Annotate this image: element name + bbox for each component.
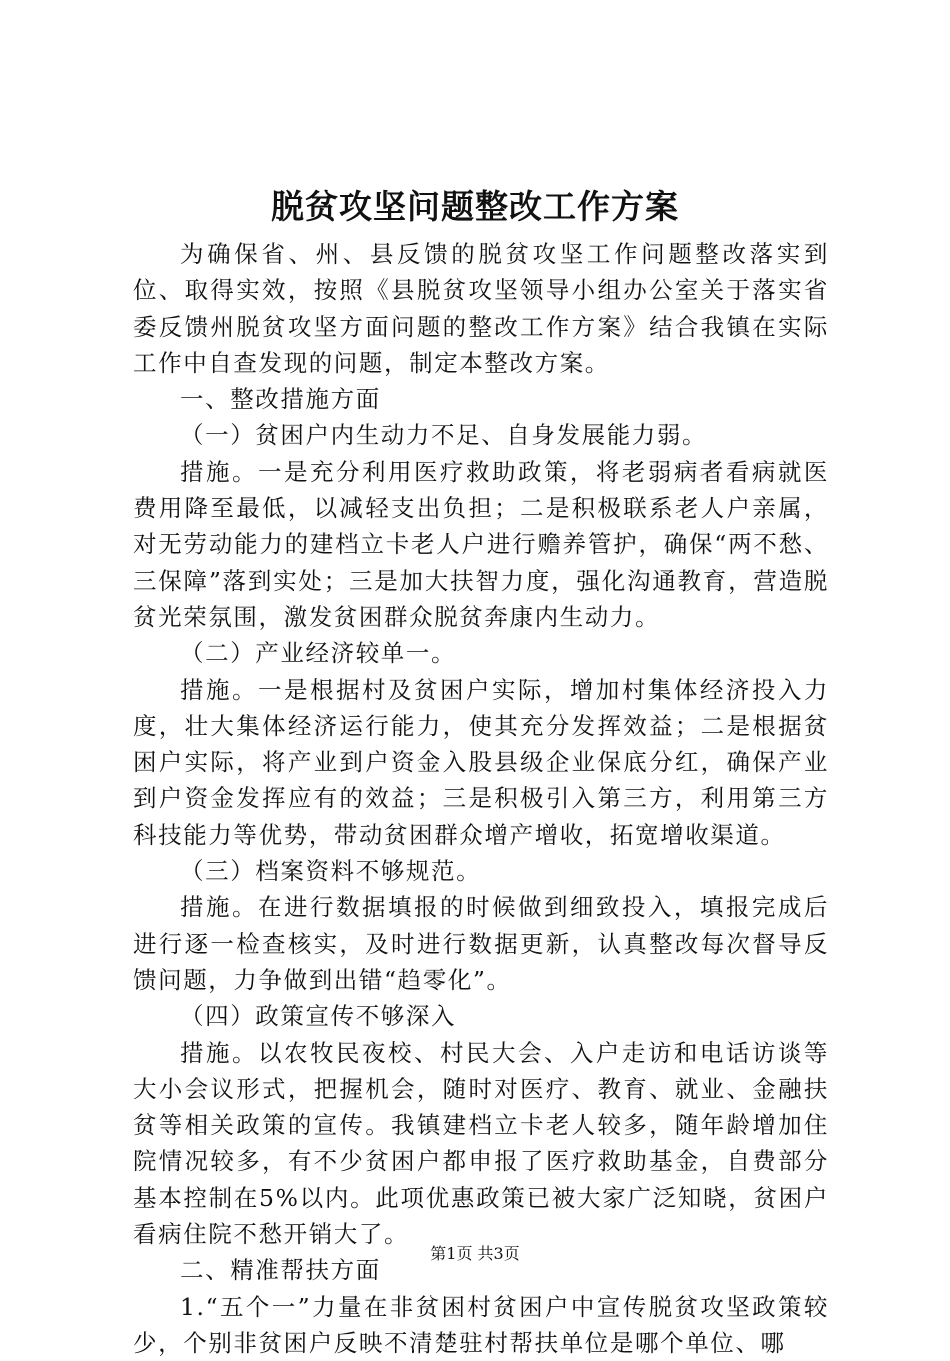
measures-paragraph-1: 措施。一是充分利用医疗救助政策，将老弱病者看病就医费用降至最低，以减轻支出负担；二是积极联系老人户亲属，对无劳动能力的建档立卡老人户进行赡养管护，确保“两不愁、三保障”落到实处；三是加大扶智力度，强化沟通教育，营造脱贫光荣氛围，激发贫困群众脱贫奔康内生动力。 xyxy=(133,457,829,631)
section-heading-precise-aid: 二、精准帮扶方面 xyxy=(180,1256,381,1285)
page-footer: 第1页 共3页 xyxy=(430,1244,520,1263)
document-body xyxy=(133,236,829,1361)
document-title: 脱贫攻坚问题整改工作方案 xyxy=(271,187,679,226)
section-heading-measures: 一、整改措施方面 xyxy=(180,385,381,414)
measures-paragraph-2: 措施。一是根据村及贫困户实际，增加村集体经济投入力度，壮大集体经济运行能力，使其充分发挥效益；二是根据贫困户实际，将产业到户资金入股县级企业保底分红，确保产业到户资金发挥应有的效益；三是积极引入第三方，利用第三方科技能力等优势，带动贫困群众增产增收，拓宽增收渠道。 xyxy=(133,675,829,849)
subsection-heading-2: （二）产业经济较单一。 xyxy=(180,639,457,668)
precise-aid-paragraph-1: 1.“五个一”力量在非贫困村贫困户中宣传脱贫攻坚政策较少，个别非贫困户反映不清楚驻村帮扶单位是哪个单位、哪 xyxy=(133,1292,829,1357)
subsection-heading-1: （一）贫困户内生动力不足、自身发展能力弱。 xyxy=(180,421,708,450)
intro-paragraph: 为确保省、州、县反馈的脱贫攻坚工作问题整改落实到位、取得实效，按照《县脱贫攻坚领导小组办公室关于落实省委反馈州脱贫攻坚方面问题的整改工作方案》结合我镇在实际工作中自查发现的问题，制定本整改方案。 xyxy=(133,240,829,377)
subsection-heading-3: （三）档案资料不够规范。 xyxy=(180,857,482,886)
subsection-heading-4: （四）政策宣传不够深入 xyxy=(180,1002,457,1031)
measures-paragraph-3: 措施。在进行数据填报的时候做到细致投入，填报完成后进行逐一检查核实，及时进行数据更新，认真整改每次督导反馈问题，力争做到出错“趋零化”。 xyxy=(133,893,829,994)
measures-paragraph-4: 措施。以农牧民夜校、村民大会、入户走访和电话访谈等大小会议形式，把握机会，随时对医疗、教育、就业、金融扶贫等相关政策的宣传。我镇建档立卡老人较多，随年龄增加住院情况较多，有不少贫困户都申报了医疗救助基金，自费部分基本控制在5%以内。此项优惠政策已被大家广泛知晓，贫困户看病住院不愁开销大了。 xyxy=(133,1038,829,1249)
